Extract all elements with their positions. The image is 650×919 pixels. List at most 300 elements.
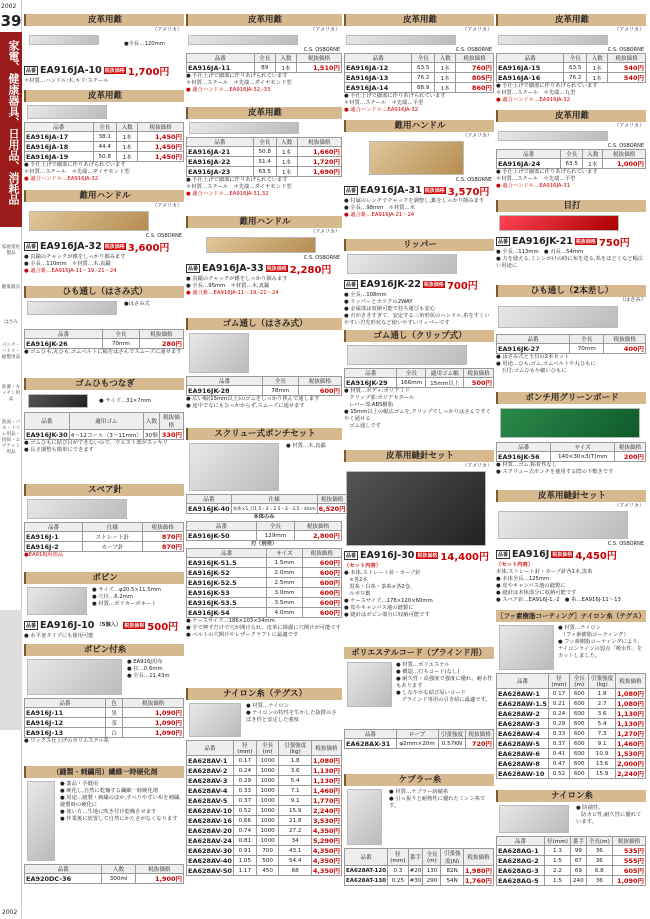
table-cell: 7.3 (589, 729, 616, 739)
table-cell: EA628AW-6 (497, 749, 549, 759)
price-label: 税抜価格 (424, 188, 445, 194)
table-cell: 0.24 (233, 766, 256, 776)
table-cell: 0.47 (548, 759, 569, 769)
table-row (187, 836, 342, 846)
subcat-5[interactable]: 洗濯・キッチン用品 (1, 385, 21, 402)
table-row: EA916JK-52.5 2.5mm 600円 (188, 578, 340, 587)
brand-label: C.S. OSBORNE (607, 47, 644, 53)
product-code: EA916J-10 (40, 620, 95, 631)
table-cell: EA628AG-2 (497, 856, 545, 866)
feature-2: ● 全長…95mm ＊材質…木,真鍮 (186, 283, 270, 289)
table-row (497, 846, 646, 856)
subcat-4[interactable]: パンチ・ハトメ・縫製用品 (1, 343, 21, 360)
origin-label: （アメリカ） (152, 27, 182, 33)
feature: ● ゴムひもに結び目ができないので、ウエスト部がスッキリ ● 長さ調整も簡単にできます (24, 440, 168, 453)
table-cell: 1,130円 (312, 767, 340, 775)
table-cell: 600 (570, 749, 589, 759)
spool-image (499, 625, 554, 670)
table-cell: 27.2 (279, 826, 311, 836)
origin-label: （アメリカ） (462, 133, 492, 139)
section-title: 錐用ハンドル (344, 120, 494, 132)
ripper-image (347, 254, 457, 274)
spec-table: 品番 径(mm) 番手 全長(m) 引張強度(N) 税抜価格 EA628AT-120 0.3 #20 130 82N 1,980円 EA628AT-130 0.25 #30 290 54N 1,760円 (344, 848, 494, 886)
table-row (187, 816, 342, 826)
price-label: 税抜価格 (104, 244, 125, 250)
price-value: 14,400円 (440, 552, 489, 563)
brand-label: C.S. OSBORNE (455, 47, 492, 53)
feature: ● 薬品・手縫用 ● 硬化し,自然に乾燥する繊維一時硬化剤 ● 用途…縫製・刺繍のほか,すべりやすい布を刺繍,縫製時の硬化に ● 使い方…生地に吹き付け乾燥させます ● 作業後に放置して自然にかたさがなくなります (60, 781, 181, 822)
section-title: 皮革用縫針セット (344, 450, 494, 462)
table-cell: 600 (570, 729, 589, 739)
awl-image (498, 131, 608, 141)
table-cell: EA628AV-2 (187, 766, 234, 776)
tool-image (27, 301, 117, 315)
note: ● 水平釜タイプにも使用可能 (24, 633, 94, 639)
table-cell: 2.2 (544, 866, 570, 876)
table-row (497, 709, 646, 719)
table-cell: 1000 (256, 836, 279, 846)
table-cell: 600 (570, 709, 589, 719)
section-title: 皮革用錐 (24, 14, 184, 26)
spec-table: 品番 サイズ 税抜価格 EA916JK-56 140×30×3(T)mm 200円 (496, 442, 646, 462)
price-value: 1,700円 (127, 67, 170, 78)
price-label: 税抜価格 (124, 623, 145, 629)
feature: ● 広い幅(15mm以上)のゴムをしっかり挟んで通します ● 途中でなにもひっかからず,スムーズに通せます (186, 396, 320, 409)
feature-2: ● 全長…98mm ＊材質…木 (344, 205, 416, 211)
origin-label: （アメリカ） (614, 123, 644, 129)
section-title: リッパー (344, 239, 494, 251)
feature-3: ● 適合ハンドル…EA916JA-32,-33 (186, 87, 271, 93)
table-row (497, 689, 646, 699)
brand-label: C.S. OSBORNE (607, 541, 644, 547)
table-row: EA916JK-30 4～12コール（3～11mm） 30個 330円 (26, 430, 182, 439)
spec-table: 品番 径(mm) 全長(m) 引張強度(kg) 税抜価格 EA628AW-1 0.17 600 1.8 1,080円 EA628AW-1.5 0.21 600 2.7 1,080円 EA628AW-2 0.24 600 3.6 1,130円 EA628AW-3 0.29 600 5.4 1,130円 EA628AW-4 0.33 600 7.3 1,270円 EA628AW-5 0.37 600 9.1 1,460円 EA628AW-6 0.41 600 10.9 1,530円 EA628AW-8 0.47 600 13.6 2,000円 EA628AW-10 0.52 600 15.9 2,240円 (496, 673, 646, 779)
origin-label: （アメリカ） (462, 463, 492, 469)
table-cell: EA628AV-30 (188, 846, 232, 855)
awl-image (188, 35, 298, 45)
body-table: 品番 全長 税抜価格 EA916JK-50 129mm 2,800円 (186, 521, 342, 541)
handle-image (369, 141, 464, 175)
feature-3: ● 適合錐…EA916JA-21～24 (344, 212, 415, 218)
table-row: EA920DC-36 300ml 1,900円 (26, 874, 182, 883)
table-row: EA916JK-28 78mm 600円 (188, 386, 340, 395)
section-title: ひも通し（2本差し） (496, 285, 646, 297)
table-cell: 605円 (612, 866, 645, 876)
table-row: EA916JK-52 2.0mm 600円 (188, 568, 340, 577)
price-value: 3,570円 (447, 187, 490, 198)
product-label: 品番 (26, 68, 37, 74)
table-cell: 0.29 (548, 719, 569, 729)
awl-image (499, 215, 619, 231)
table-cell: 1000 (256, 796, 279, 806)
table-cell: 1,080円 (616, 700, 644, 708)
table-cell: 700 (256, 846, 279, 856)
table-cell: 600 (570, 719, 589, 729)
price-label: 税抜価格 (423, 282, 444, 288)
blade-table: 品番 サイズ 税抜価格 EA916JK-51.5 1.5mm 600円 EA916JK-52 2.0mm 600円 EA916JK-52.5 2.5mm 600円 EA916JK-53 3.0mm 600円 EA916JK-53.5 3.5mm 600円 EA916JK-54 4.0mm 600円 (186, 548, 342, 618)
spec-table: 品番 径(mm) 番手 全長(m) 税抜価格 EA628AG-1 1.3 99 36 535円 EA628AG-2 1.5 67 36 555円 EA628AG-3 2.2 69 6.8 605円 EA628AG-5 1.5 240 36 1,090円 (496, 836, 646, 886)
origin-label: （アメリカ） (462, 27, 492, 33)
feature-3: ● 適合ハンドル…EA916JA-32 (496, 97, 571, 103)
table-cell: 1,090円 (612, 876, 645, 886)
table-cell: 1.5 (544, 856, 570, 866)
table-cell: 1000 (256, 806, 279, 816)
table-cell: 1000 (256, 816, 279, 826)
product-code: EA916J-30 (360, 550, 415, 561)
spec-table: 品番 全長 入数 税抜価格 EA916JA-17 38.1 1本 1,450円 EA916JA-18 44.4 1本 1,450円 EA916JA-19 50.8 1本 1,450円 (24, 122, 184, 162)
table-row: EA916JA-16 76.2 1本 540円 (498, 73, 644, 82)
section-title: ポリエステルコード（ブラインド用） (344, 647, 494, 659)
table-cell: 21.8 (279, 816, 311, 826)
table-cell: 1.8 (589, 689, 616, 699)
product-code: EA916JA-33 (202, 263, 264, 274)
table-cell: 6.8 (586, 866, 612, 876)
note: ● ワックス仕上げのポリエステル糸 (24, 738, 109, 744)
table-cell: 600 (570, 769, 589, 779)
table-cell: 0.66 (233, 816, 256, 826)
spec-table: 品番 全長 入数 税抜価格 EA916JA-21 50.8 1本 1,660円 EA916JA-22 51.4 1本 1,720円 EA916JA-23 63.5 1本 1,690円 (186, 137, 342, 177)
table-cell: 2,240円 (616, 770, 644, 778)
side-gray-tab (0, 610, 22, 730)
table-cell: 0.33 (548, 729, 569, 739)
table-cell: 2,240円 (312, 807, 340, 815)
punch-set-image (189, 443, 279, 491)
feature-2: ＊材質…スチール ＊先端…平型 (344, 100, 424, 106)
feature: ● 全長…113mm ● 刃長…54mm ● 力を使える,ミシンがけの時に布を送る,糸をほどくなど幅広い用途に (496, 249, 644, 269)
table-row: EA916JK-26 70mm 280円 (26, 339, 182, 348)
feature-1: ● 真鍮のチャックが錐をしっかり掴みます (24, 254, 126, 260)
table-row: EA916JA-13 76.2 1本 805円 (346, 73, 492, 82)
table-cell: 240 (571, 876, 587, 886)
feature-1: ● 手仕上げで細部に作りあげられています (186, 177, 288, 183)
product-label: 品番 (498, 552, 509, 558)
awl-image (29, 35, 99, 45)
table-cell: EA628AW-4 (497, 729, 549, 739)
table-cell: 1,080円 (312, 757, 340, 765)
feature-3: ● 適合ハンドル…EA916JA-31 (496, 183, 571, 189)
table-cell: 36 (586, 876, 612, 886)
table-cell: 3.6 (279, 766, 311, 776)
table-row: EA628AT-130 0.25 #30 290 54N 1,760円 (346, 877, 492, 885)
table-cell: 500 (256, 856, 279, 866)
table-row: EA916JA-23 63.5 1本 1,690円 (188, 167, 340, 176)
material-spec: ● 材質…木,真鍮 (286, 443, 326, 449)
section-title: ナイロン糸 (496, 790, 646, 802)
price-label: 税抜価格 (266, 266, 287, 272)
product-code: EA916JK-22 (360, 279, 421, 290)
table-cell: 1.05 (233, 856, 256, 866)
section-title: 目打 (496, 200, 646, 212)
table-row (187, 826, 342, 836)
table-cell: EA628AV-20 (188, 826, 232, 835)
awl-image (27, 105, 107, 119)
table-cell: EA628AV-24 (188, 836, 232, 845)
price-label: 税抜価格 (575, 239, 596, 245)
section-title: 皮革用錐 (496, 14, 646, 26)
table-row: EA916J-1 ストレート針 870円 (26, 532, 182, 541)
note: ● ケースサイズ…186×103×34mm ● 手で押すだけで穴が開けられ、皮革に綺麗に穴開けが可能です ● ベルトの穴開けやレザークラフトに最適です (186, 618, 341, 638)
table-cell: 535円 (612, 846, 645, 856)
table-cell: 15.9 (279, 806, 311, 816)
bobbin-image (27, 587, 87, 615)
section-title: 錐用ハンドル (24, 190, 184, 202)
note: ●EA916J用部品 (24, 552, 64, 558)
spec-table: 品番 全長 税抜価格 EA916JK-28 78mm 600円 (186, 376, 342, 396)
table-cell: 600 (570, 739, 589, 749)
feature-3: ● 適合ハンドル…EA916JA-31,32 (186, 191, 269, 197)
thread-image (347, 789, 382, 845)
table-cell: 68 (279, 866, 311, 876)
table-cell: EA628AW-1.5 (498, 699, 547, 708)
table-cell: 99 (571, 846, 587, 856)
table-cell: 0.21 (548, 699, 569, 709)
table-cell: EA628AV-40 (188, 856, 232, 865)
origin-label: （アメリカ） (310, 229, 340, 235)
feature: ● EA916J用布 ● 径…0.6mm ● 全長…11.43m (127, 659, 170, 679)
spec-table: 品番 全長 税抜価格 EA916JK-27 70mm 400円 (496, 334, 646, 354)
side-index (0, 0, 22, 919)
table-cell: 0.91 (233, 846, 256, 856)
table-row: EA628AT-120 0.3 #20 130 82N 1,980円 (346, 867, 492, 875)
table-cell: 0.24 (548, 709, 569, 719)
table-cell: EA628AW-1 (497, 689, 549, 699)
table-row (497, 876, 646, 886)
table-row: EA916JK-56 140×30×3(T)mm 200円 (498, 452, 644, 461)
spec-table: 品番 ロープ 引張強度 税抜価格 EA628AX-31 φ2mm×20m 0.57KN 720円 (344, 729, 494, 749)
table-row: EA916JK-29 166mm 15mm以上 500円 (346, 378, 492, 387)
feature-1: ● 手仕上げで細部に作りあげられています (496, 169, 598, 175)
section-title: 皮革用錐 (496, 110, 646, 122)
table-row (497, 866, 646, 876)
table-row: EA916J-11 黒 1,090円 (26, 708, 182, 717)
table-row: EA628AX-31 φ2mm×20m 0.57KN 720円 (346, 739, 492, 748)
section-title: ナイロン糸（テグス） (186, 688, 342, 700)
spec-table: 品番 全長 入数 税抜価格 EA916JA-12 63.5 1本 760円 EA916JA-13 76.2 1本 805円 EA916JA-14 88.9 1本 860円 (344, 53, 494, 93)
table-cell: EA628AV-3 (187, 776, 234, 786)
feature: ● 材質…ケブラー紡績糸 ● 引っ張りと耐熱性に優れたミシン糸です。 (389, 789, 486, 809)
feature: ● 材質…ゴム,粘着性なし ● スクリュー式ポンチを使用する際の下敷きです (496, 462, 614, 475)
table-row (497, 769, 646, 779)
table-cell: 1.8 (279, 756, 311, 766)
subcat-2[interactable]: 健康器具 (1, 285, 21, 290)
material-spec: ＊材質…ハンドル:木,キリ:スチール (24, 78, 109, 84)
table-row (187, 766, 342, 776)
table-cell: 600 (570, 689, 589, 699)
section-title: ゴムひもつなぎ (24, 378, 184, 390)
table-cell: 3.6 (589, 709, 616, 719)
section-title: 皮革用錐 (186, 107, 342, 119)
table-cell: EA628AV-16 (188, 816, 232, 825)
thread-image (499, 805, 569, 833)
section-title: ゴム通し（はさみ式） (186, 318, 342, 330)
table-cell: 1.17 (233, 866, 256, 876)
section-title: 皮革用錐 (344, 14, 494, 26)
spec-table: 品番 全長 入数 税抜価格 EA916JA-11 89 1本 1,510円 (186, 53, 342, 73)
table-cell: EA628AV-10 (188, 806, 232, 815)
table-row (497, 699, 646, 709)
product-label: 品番 (346, 553, 357, 559)
table-row: EA916JK-53 3.0mm 600円 (188, 588, 340, 597)
table-row: EA916JK-53.5 3.5mm 600円 (188, 598, 340, 607)
table-cell: 0.17 (233, 756, 256, 766)
table-row: EA916J-13 白 1,090円 (26, 728, 182, 737)
feature-3: ● 適合ハンドル…EA916JA-32 (344, 107, 419, 113)
brand-label: C.S. OSBORNE (303, 47, 340, 53)
section-title: ケブラー糸 (344, 774, 494, 786)
feature-1: ● 真鍮のチャックが錐をしっかり掴みます (186, 276, 288, 282)
section-title: 皮革用縫針セット (496, 490, 646, 502)
spec-table: 品番 全長 入数 税抜価格 EA916JA-15 63.5 1本 540円 EA916JA-16 76.2 1本 540円 (496, 53, 646, 83)
spec-table: 品番 入数 税抜価格 EA920DC-36 300ml 1,900円 (24, 864, 184, 884)
price-label: 税抜価格 (417, 553, 438, 559)
table-cell: 3,530円 (312, 817, 340, 825)
table-cell: EA628AG-1 (497, 846, 545, 856)
table-row: EA916JA-19 50.8 1本 1,450円 (26, 152, 182, 161)
brand-label: C.S. OSBORNE (455, 177, 492, 183)
clip-image (189, 333, 249, 373)
feature-3: ● 適合ハンドル…EA916JA-32 (24, 176, 99, 182)
table-row: EA916JA-22 51.4 1本 1,720円 (188, 157, 340, 166)
table-cell: 1.3 (544, 846, 570, 856)
table-row: EA916JA-18 44.4 1本 1,450円 (26, 142, 182, 151)
table-cell: EA628AG-3 (497, 866, 545, 876)
cord-spool-image (347, 662, 392, 707)
table-cell: 0.37 (548, 739, 569, 749)
set-title: （セット内容） (496, 562, 534, 568)
table-row (497, 739, 646, 749)
table-cell: 1000 (256, 766, 279, 776)
table-row: EA916JA-11 89 1本 1,510円 (188, 63, 340, 72)
table-row (187, 756, 342, 766)
feature: ● 全長…108mm ● リッパーとホツクの2WAY ● 金属部は収納可能で持ち運びも安心 ● 刃がさきすぎて、安定する三角形状のハンドル,糸をすくいやすい刃先形状など使いやすいリッパーです (344, 292, 490, 326)
sewing-set-image (346, 471, 486, 546)
section-title: ボビン付糸 (24, 644, 184, 656)
feature-2: ● 全長…110mm ＊材質…木,真鍮 (24, 261, 111, 267)
product-label: 品番 (346, 282, 357, 288)
table-row (497, 856, 646, 866)
subcat-1[interactable]: 家庭電化製品 (1, 245, 21, 256)
table-row (497, 729, 646, 739)
clip-image (347, 345, 467, 365)
needle-image (27, 499, 127, 519)
table-cell: 0.41 (548, 749, 569, 759)
table-cell: 0.52 (233, 806, 256, 816)
table-row: EA916JA-17 38.1 1本 1,450円 (26, 132, 182, 141)
table-cell: 1000 (256, 786, 279, 796)
feature-1: ● 手仕上げで細部に作りあげられています (24, 162, 126, 168)
awl-image (346, 35, 456, 45)
section-title: 錐用ハンドル (186, 216, 342, 228)
thread-image (27, 659, 122, 695)
table-row: EA916JK-50 129mm 2,800円 (188, 531, 340, 540)
size-spec: ● サイズ…31×7mm (99, 398, 151, 404)
table-cell: EA628AW-2 (497, 709, 549, 719)
feature-2: ＊材質…スチール ＊先端…ダイヤモンド型 (186, 80, 292, 86)
sewing-tool-image (498, 511, 628, 539)
table-row (187, 806, 342, 816)
spec-table: 品番 仕様 税抜価格 EA916JK-40 本体×1,刃1.5・2・2.5・3・3.5・4mm 6,520円 (186, 494, 348, 514)
table-cell: 0.74 (233, 826, 256, 836)
table-cell: EA628AG-5 (497, 876, 545, 886)
table-cell: EA628AW-8 (497, 759, 549, 769)
spec-table: 品番 全長 入数 税抜価格 EA916JA-24 63.5 1本 1,000円 (496, 149, 646, 169)
brand-label: C.S. OSBORNE (607, 143, 644, 149)
origin-label: （アメリカ） (614, 503, 644, 509)
table-cell: 54.4 (279, 856, 311, 866)
table-row: EA916JK-51.5 1.5mm 600円 (188, 558, 340, 567)
feature: ● 材質…ポリエステル ● 構造…打ちコード(なし) ● 耐久性・高強度で強度に優れ、耐水性もあります ● しなやかな結び易いコード ブラインド専用の引き紐に最適です。 (396, 662, 493, 703)
section-title: ［フッ素樹脂コーティング］ナイロン糸（テグス） (497, 612, 645, 620)
table-cell: 1,130円 (616, 720, 644, 728)
table-cell: 9.1 (589, 739, 616, 749)
table-cell: 1000 (256, 756, 279, 766)
spec-table: 品番 適用ゴム 入数 税抜価格 EA916JK-30 4～12コール（3～11mm） 30個 330円 (24, 412, 184, 440)
table-cell: 0.81 (233, 836, 256, 846)
table-cell: 7.1 (279, 786, 311, 796)
table-cell: 1,460円 (312, 787, 340, 795)
table-row: EA916JA-14 88.9 1本 860円 (346, 83, 492, 92)
product-code: EA916JA-10 (40, 65, 102, 76)
table-row: EA916J-2 カーブ針 870円 (26, 542, 182, 551)
table-cell: 2.7 (589, 699, 616, 709)
handle-image (206, 237, 316, 253)
feature-1: ● 手仕上げで細部に作りあげられています (344, 93, 446, 99)
section-title: ゴム通し（クリップ式） (344, 330, 494, 342)
category-label: 家電、健康器具、日用品、消耗品 (7, 40, 20, 205)
handle-image (29, 211, 149, 231)
table-cell: 450 (256, 866, 279, 876)
table-row (187, 796, 342, 806)
awl-image (498, 35, 608, 45)
table-cell: 0.17 (548, 689, 569, 699)
subcat-3[interactable]: はさみ (4, 320, 18, 325)
table-cell: 0.33 (233, 786, 256, 796)
type-note: ●はさみ式 (124, 301, 150, 307)
product-label: 品番 (498, 239, 509, 245)
table-cell: 1,270円 (616, 730, 644, 738)
table-row (187, 866, 342, 876)
table-cell: 13.6 (589, 759, 616, 769)
table-cell: 36 (586, 846, 612, 856)
table-cell: 1.5 (544, 876, 570, 886)
section-title: ポンチ用グリーンボード (496, 392, 646, 404)
table-cell: 1,770円 (312, 797, 340, 805)
table-row: EA916JK-54 4.0mm 600円 (188, 608, 340, 617)
table-row (187, 786, 342, 796)
feature: ● 材質…ボディ:ポリアミド クリップ部:ポリアセタール レバー部:ABS樹脂 ● 15mm以上の幅広ゴムを,クリップでしっかりはさんですぐやく通せる ゴム通しです (344, 388, 491, 429)
table-cell: 15.9 (589, 769, 616, 779)
price-value: 700円 (446, 281, 478, 292)
feature: 本体,ストレート針・カーブ針各1本,黒糸 ● 本体全長…125mm ● 皮やキャンバス地の縫製に ● 縫針は本体部分に収納可能です ● スペア針…EA916J-1,-2 ● 糸…EA916J-11～13 (496, 569, 621, 603)
table-row: EA916JA-12 63.5 1本 760円 (346, 63, 492, 72)
section-title: ひも通し（はさみ式） (24, 286, 184, 298)
price-value: 2,280円 (289, 265, 332, 276)
section-title: スクリュー式ポンチセット (186, 428, 342, 440)
feature-2: ＊材質…スチール ＊先端…ダイヤモンド型 (24, 169, 130, 175)
table-cell: 4,350円 (312, 827, 340, 835)
table-row: EA916JA-21 50.8 1本 1,660円 (188, 147, 340, 156)
connector-image (28, 394, 88, 408)
subcat-6[interactable]: 洗面・バス・トイレ用品・清掃・エチケット用品 (1, 420, 21, 455)
feature: ● 本体,ストレート針・カーブ針 ×各2本 黒糸・白糸・茶糸×各2巻, ルボワ錐 ● ケースサイズ…178×120×60mm ● 皮やキャンバス地の縫製に ● 縫針はボビン部分に収納可能です (344, 570, 433, 618)
table-row (187, 846, 342, 856)
table-cell: 5.4 (589, 719, 616, 729)
spool-image (189, 703, 241, 737)
board-image (500, 408, 640, 438)
table-cell: 69 (571, 866, 587, 876)
table-cell: 1,530円 (616, 750, 644, 758)
table-cell: 34 (279, 836, 311, 846)
